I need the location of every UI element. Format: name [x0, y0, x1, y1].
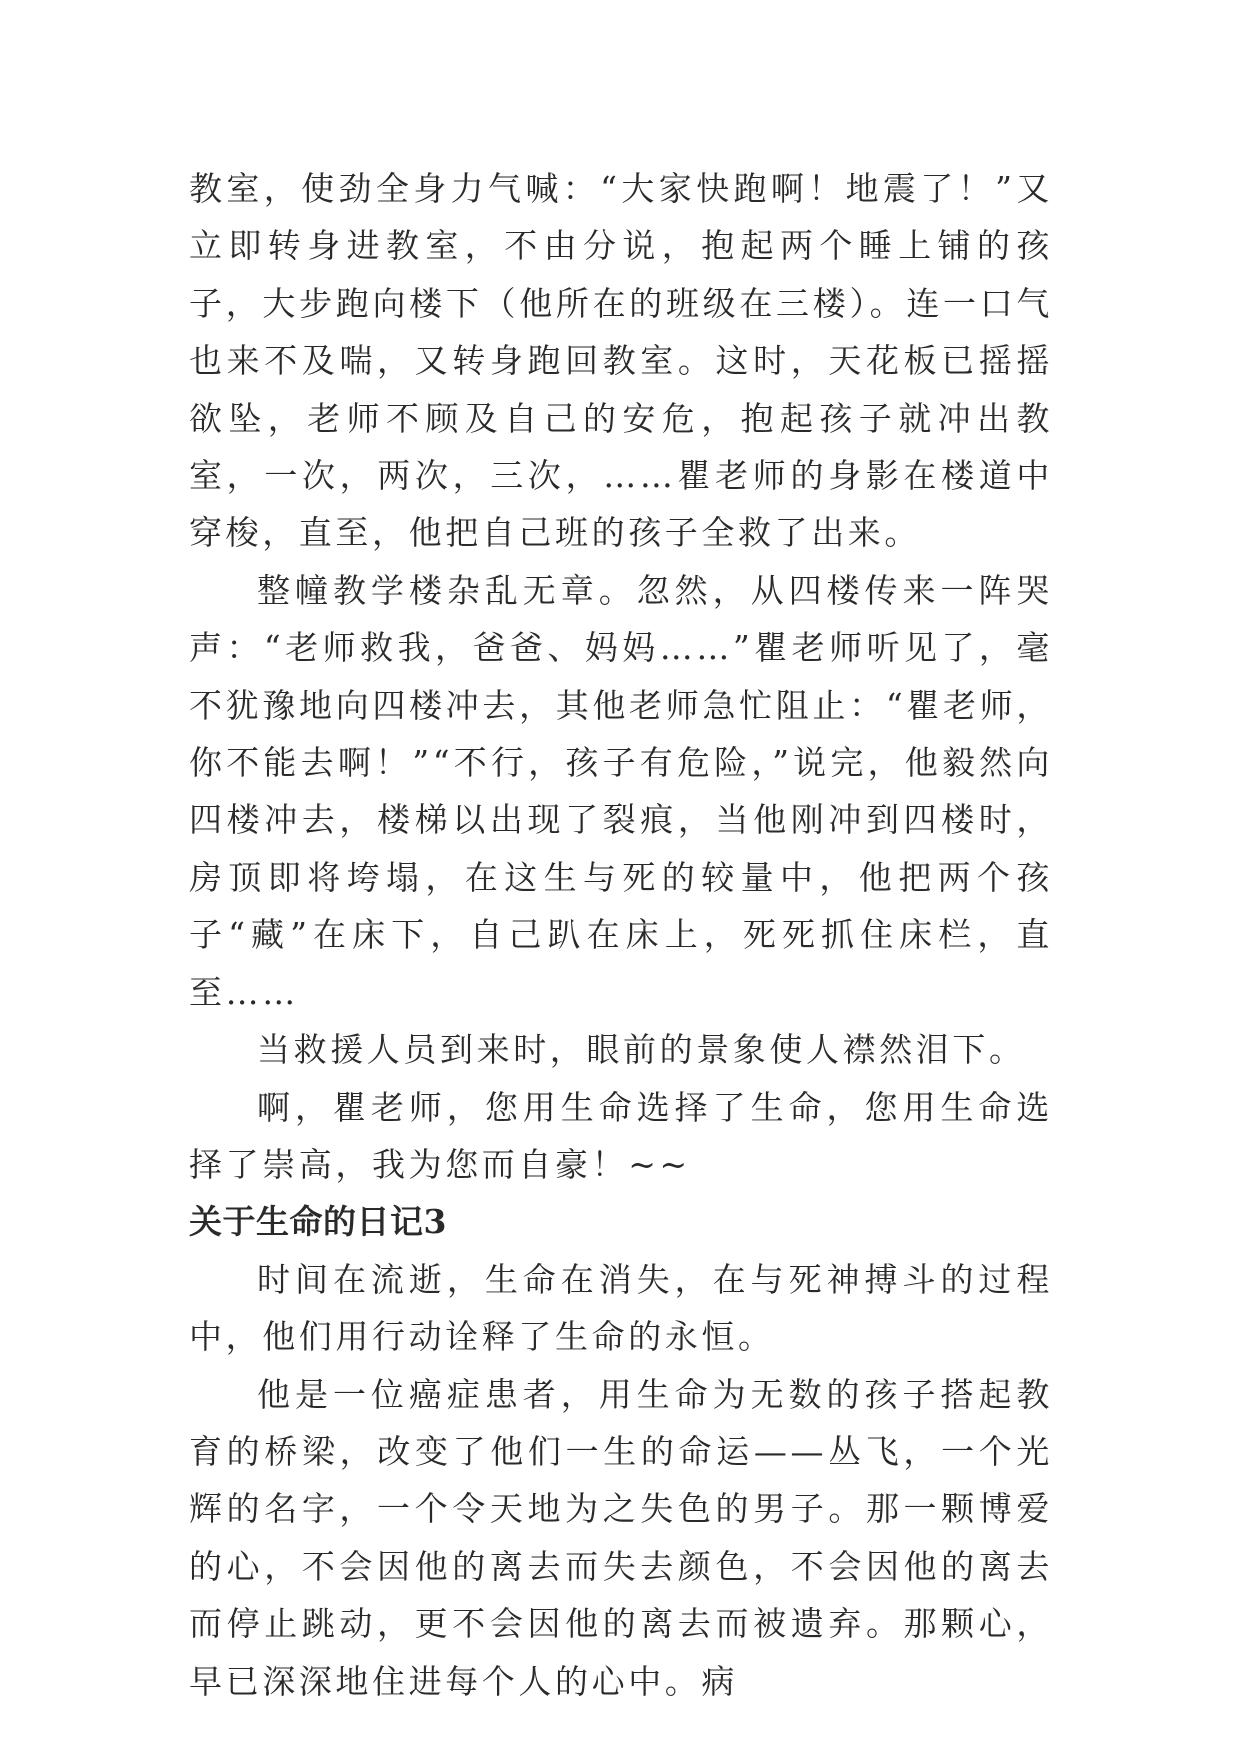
section-heading: 关于生命的日记3 [189, 1202, 447, 1242]
paragraph-continuation: 教室，使劲全身力气喊：“大家快跑啊！地震了！”又立即转身进教室，不由分说，抱起两个睡上铺的孩子，大步跑向楼下（他所在的班级在三楼）。连一口气也来不及喘，又转身跑回教室。这时，天花板已摇摇欲坠，老师不顾及自己的安危，抱起孩子就冲出教室，一次，两次，三次，……瞿老师的身影在楼道中穿梭，直至，他把自己班的孩子全救了出来。 [189, 169, 1053, 553]
paragraph-stairs: 整幢教学楼杂乱无章。忽然，从四楼传来一阵哭声：“老师救我，爸爸、妈妈……”瞿老师听见了，毫不犹豫地向四楼冲去，其他老师急忙阻止：“瞿老师，你不能去啊！”“不行，孩子有危险，”说完，他毅然向四楼冲去，楼梯以出现了裂痕，当他刚冲到四楼时，房顶即将垮塌，在这生与死的较量中，他把两个孩子“藏”在床下，自己趴在床上，死死抓住床栏，直至…… [189, 570, 1053, 1012]
paragraph-tribute: 啊，瞿老师，您用生命选择了生命，您用生命选择了崇高，我为您而自豪！~~ [189, 1087, 1053, 1184]
paragraph-congfei: 他是一位癌症患者，用生命为无数的孩子搭起教育的桥梁，改变了他们一生的命运——丛飞，一个光辉的名字，一个令天地为之失色的男子。那一颗博爱的心，不会因他的离去而失去颜色，不会因他的离去而停止跳动，更不会因他的离去而被遗弃。那颗心，早已深深地住进每个人的心中。病 [189, 1374, 1053, 1701]
paragraph-time: 时间在流逝，生命在消失，在与死神搏斗的过程中，他们用行动诠释了生命的永恒。 [189, 1259, 1053, 1357]
document-page [189, 160, 1053, 1710]
paragraph-rescuers: 当救援人员到来时，眼前的景象使人襟然泪下。 [257, 1030, 1026, 1070]
